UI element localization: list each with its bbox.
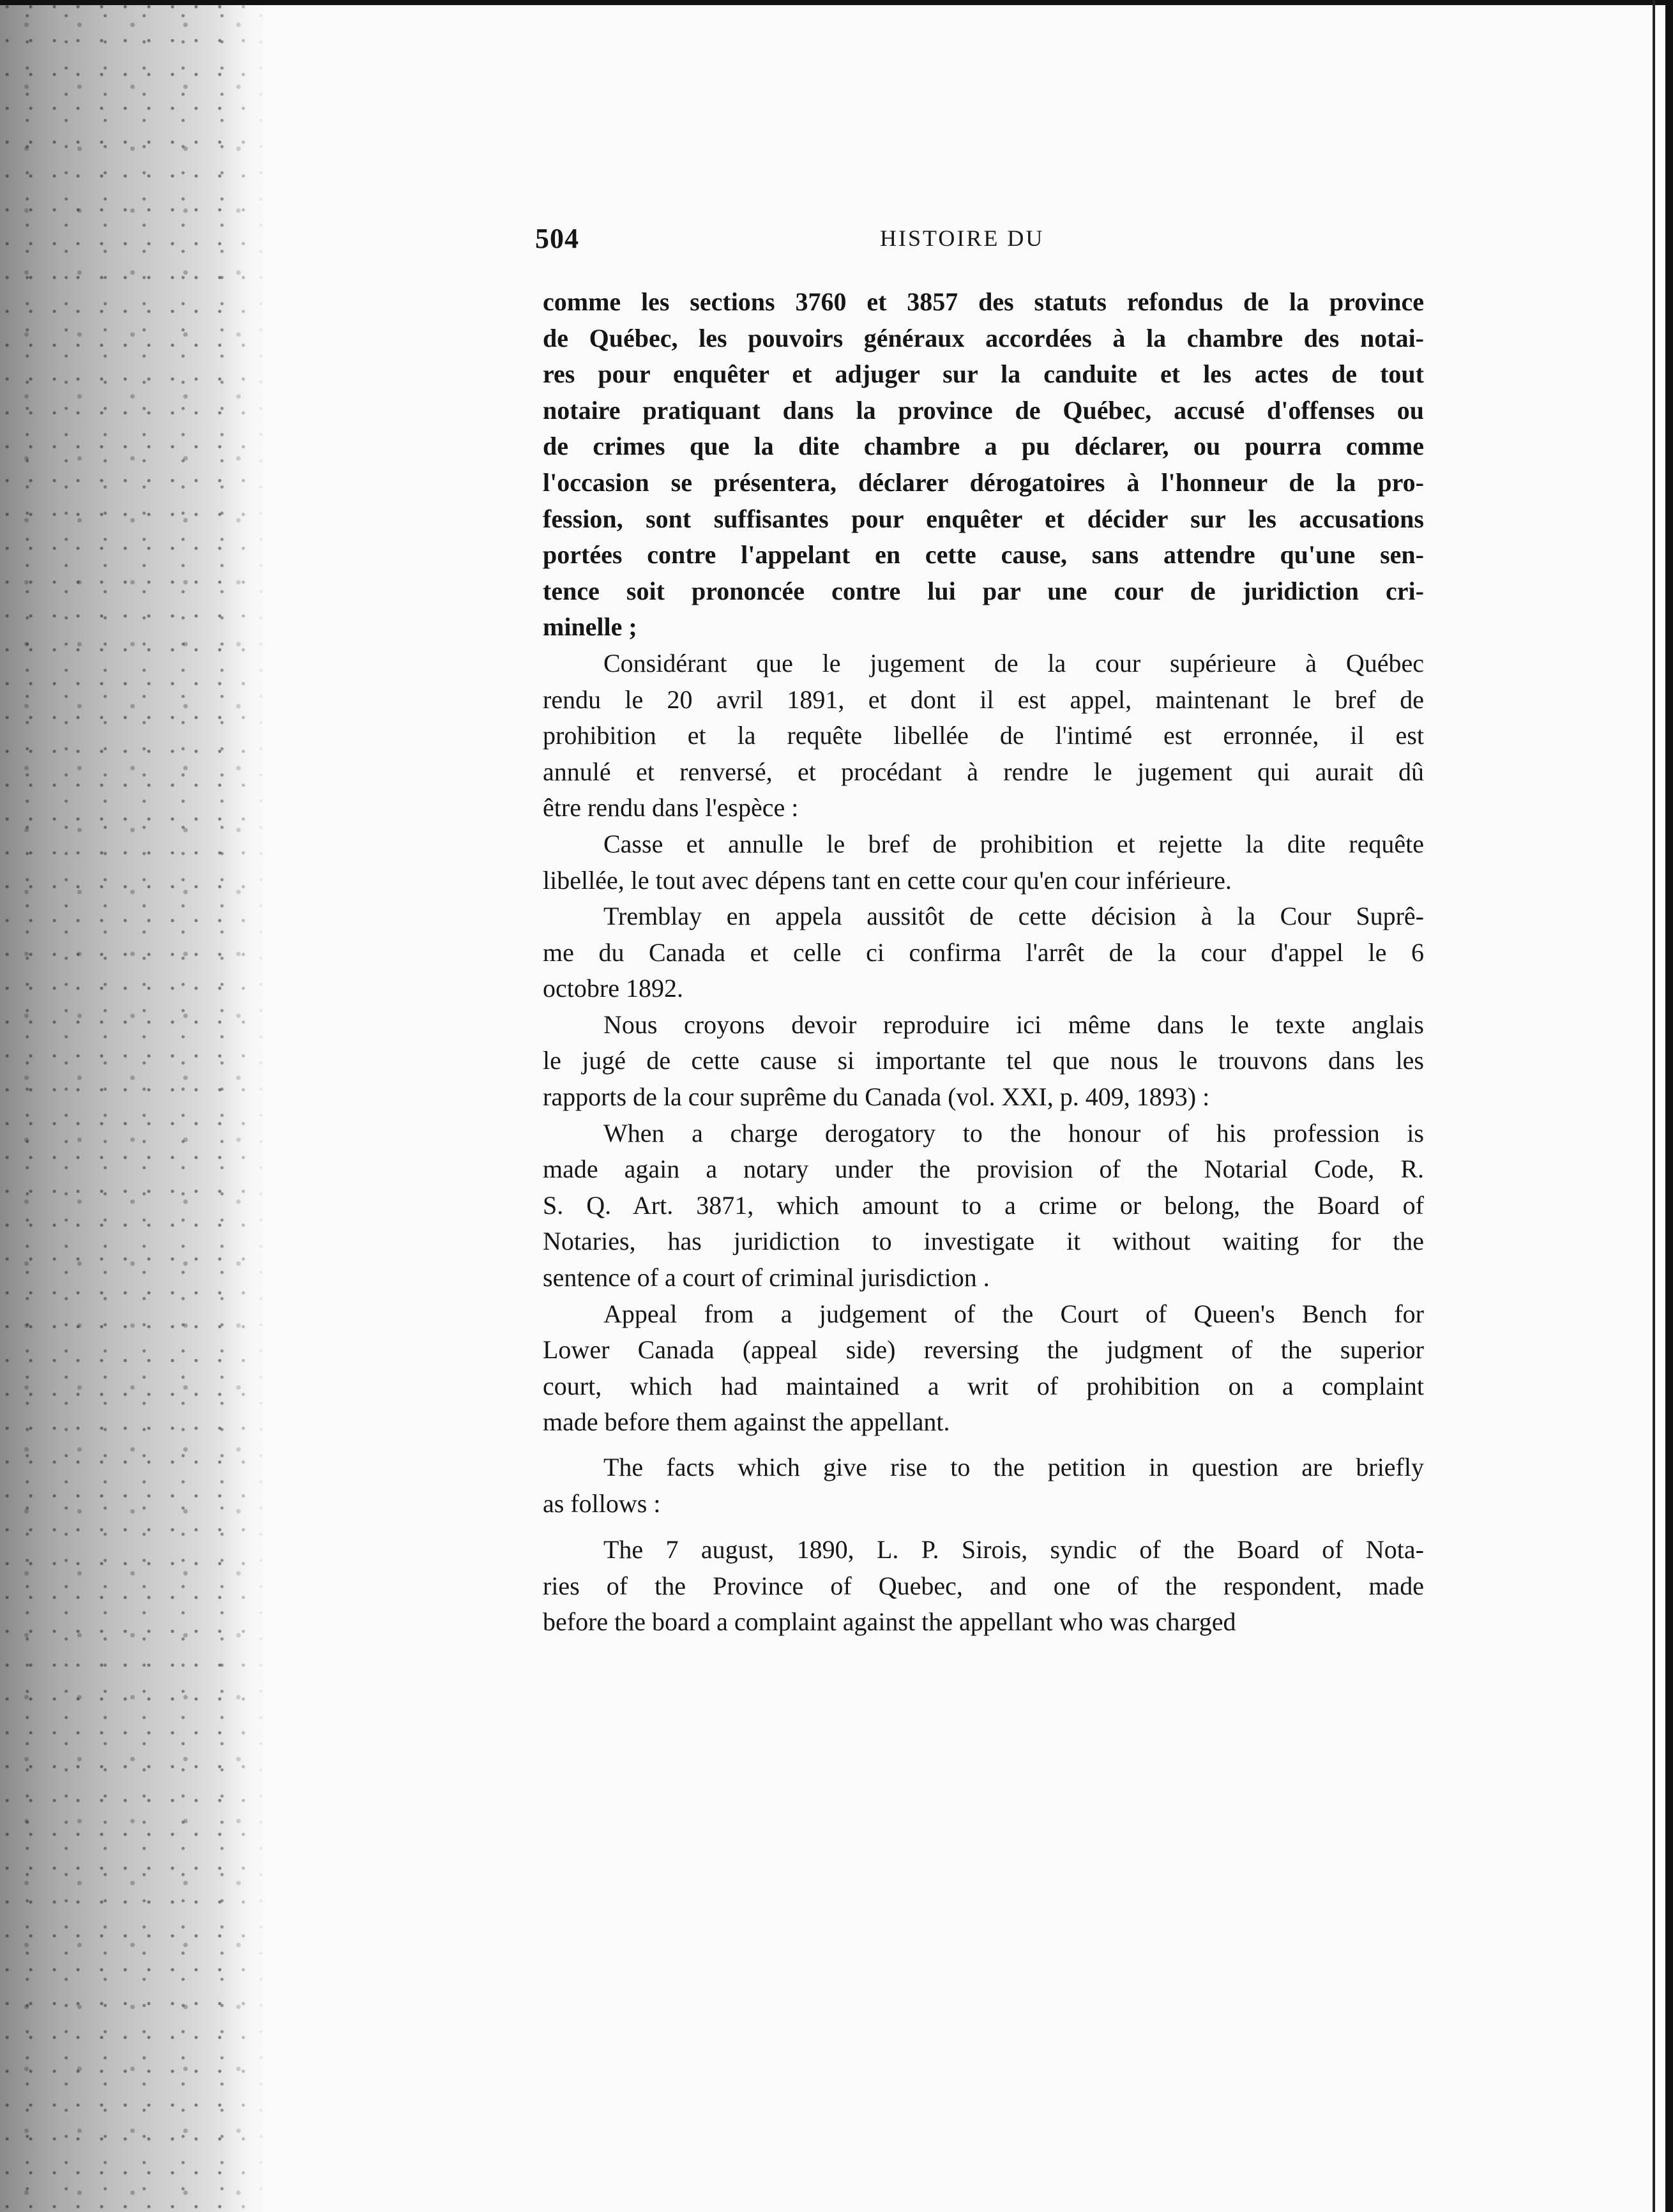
paragraph [543,284,1424,646]
text-line: octobre 1892. [543,974,683,1003]
text-line: tence soit prononcée contre lui par une cour de juridiction cri- [543,576,1424,605]
paragraph [543,826,1424,898]
text-line: prohibition et la requête libellée de l'intimé est erronnée, il est [543,721,1424,750]
text-line: made before them against the appellant. [543,1407,950,1437]
text-line: de Québec, les pouvoirs généraux accordées à la chambre des notai- [543,323,1424,352]
text-line: fession, sont suffisantes pour enquêter et décider sur les accusations [543,504,1424,533]
text-line: made again a notary under the provision of the Notarial Code, R. [543,1155,1424,1184]
text-line: Nous croyons devoir reproduire ici même dans le texte anglais [603,1010,1424,1039]
text-line: When a charge derogatory to the honour of his profession is [603,1118,1424,1148]
gutter-shadow [220,0,265,2212]
paragraph [543,1116,1424,1296]
text-line: before the board a complaint against the appellant who was charged [543,1607,1236,1637]
text-line: notaire pratiquant dans la province de Québec, accusé d'offenses ou [543,395,1424,425]
text-line: res pour enquêter et adjuger sur la canduite et les actes de tout [543,360,1424,389]
text-line: portées contre l'appelant en cette cause, sans attendre qu'une sen- [543,540,1424,570]
text-line: l'occasion se présentera, déclarer dérogatoires à l'honneur de la pro- [543,467,1424,497]
text-line: The facts which give rise to the petition in question are briefly [603,1453,1424,1481]
text-line: me du Canada et celle ci confirma l'arrêt de la cour d'appel le 6 [543,937,1424,967]
page-number: 504 [535,223,579,254]
text-line: minelle ; [543,612,637,642]
text-line: comme les sections 3760 et 3857 des statuts refondus de la province [543,287,1424,316]
page-header [535,222,1424,261]
right-scan-rule [1653,0,1655,2212]
text-line: de crimes que la dite chambre a pu déclarer, ou pourra comme [543,432,1424,461]
page-body [543,284,1424,1640]
text-line: ries of the Province of Quebec, and one of the respondent, made [543,1571,1424,1600]
text-line: as follows : [543,1489,661,1518]
text-line: annulé et renversé, et procédant à rendre le jugement qui aurait dû [543,757,1424,786]
text-line: sentence of a court of criminal jurisdiction . [543,1263,990,1292]
top-scan-border [0,0,1673,5]
paragraph [543,898,1424,1007]
text-line: le jugé de cette cause si importante tel que nous le trouvons dans les [543,1046,1424,1075]
text-line: Tremblay en appela aussitôt de cette décision à la Cour Suprê- [603,902,1424,931]
text-line: Notaries, has juridiction to investigate it without waiting for the [543,1227,1424,1256]
text-line: être rendu dans l'espèce : [543,793,799,822]
paragraph [543,1532,1424,1640]
text-line: Lower Canada (appeal side) reversing the judgment of the superior [543,1335,1424,1365]
text-line: The 7 august, 1890, L. P. Sirois, syndic of the Board of Nota- [603,1535,1424,1564]
paragraph [543,1007,1424,1116]
text-line: rapports de la cour suprême du Canada (vol. XXI, p. 409, 1893) : [543,1082,1210,1112]
text-line: court, which had maintained a writ of prohibition on a complaint [543,1371,1424,1400]
running-title: HISTOIRE DU [880,225,1045,251]
text-line: S. Q. Art. 3871, which amount to a crime or belong, the Board of [543,1190,1424,1220]
text-line: Casse et annulle le bref de prohibition et rejette la dite requête [603,829,1424,858]
text-line: libellée, le tout avec dépens tant en cette cour qu'en cour inférieure. [543,865,1232,895]
paragraph [543,1296,1424,1441]
paragraph [543,646,1424,826]
text-line: Considérant que le jugement de la cour supérieure à Québec [603,648,1424,678]
right-scan-border [1665,0,1673,2212]
text-line: Appeal from a judgement of the Court of Queen's Bench for [603,1299,1424,1328]
text-line: rendu le 20 avril 1891, et dont il est appel, maintenant le bref de [543,685,1424,714]
paragraph [543,1450,1424,1522]
